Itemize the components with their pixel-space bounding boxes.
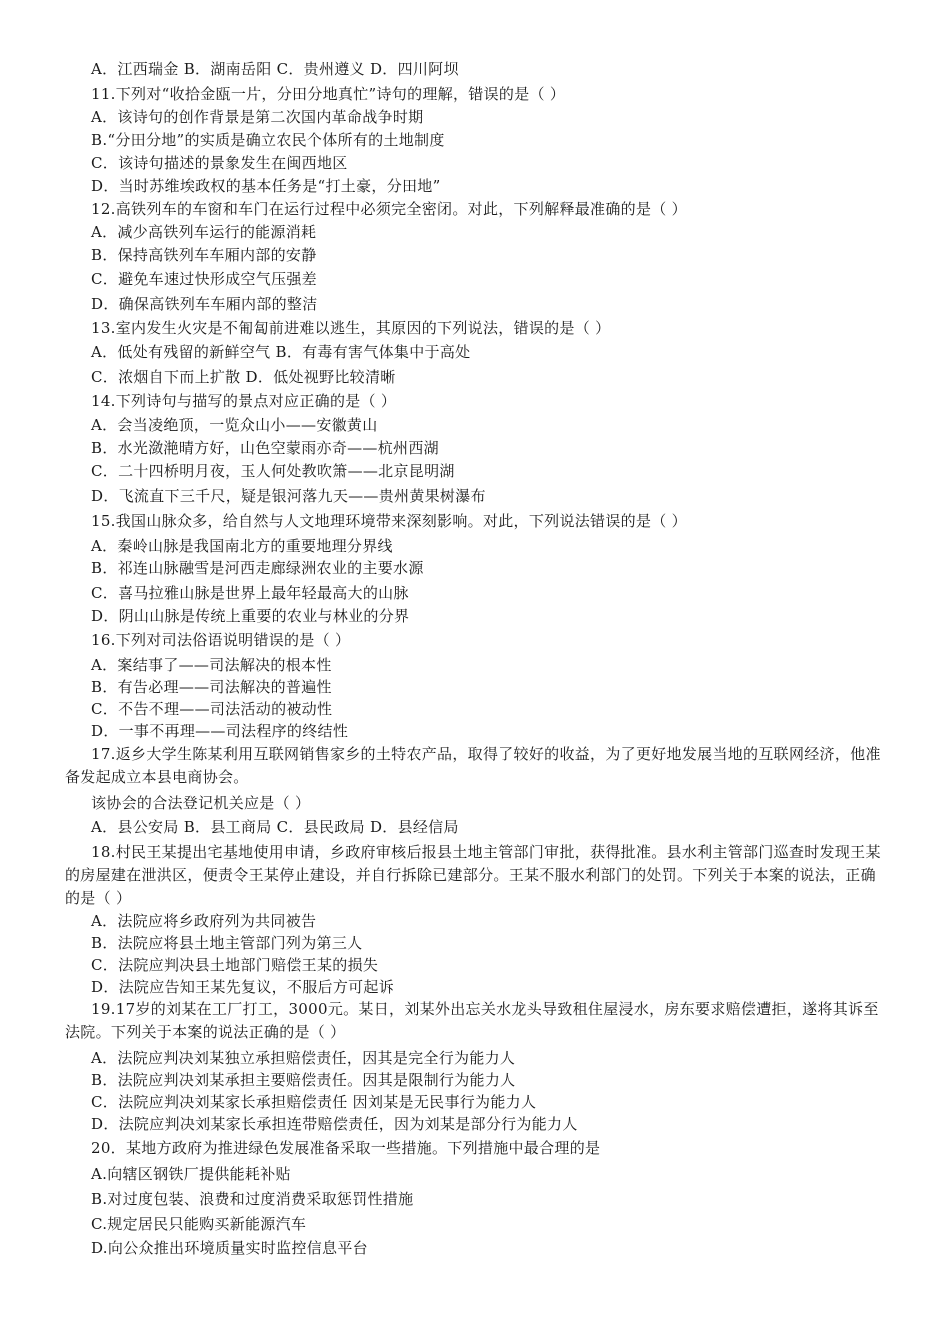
question-20: 20．某地方政府为推进绿色发展准备采取一些措施。下列措施中最合理的是 xyxy=(91,1139,601,1157)
question-12: 12.高铁列车的车窗和车门在运行过程中必须完全密闭。对此，下列解释最准确的是（ ） xyxy=(91,200,687,218)
q10-options: A．江西瑞金 B．湖南岳阳 C．贵州遵义 D．四川阿坝 xyxy=(91,60,459,78)
q19-option-b: B．法院应判决刘某承担主要赔偿责任。因其是限制行为能力人 xyxy=(91,1071,516,1089)
q17-subquestion: 该协会的合法登记机关应是（ ） xyxy=(91,794,311,812)
q19-option-c: C．法院应判决刘某家长承担赔偿责任 因刘某是无民事行为能力人 xyxy=(91,1093,537,1111)
q15-option-c: C．喜马拉雅山脉是世界上最年轻最高大的山脉 xyxy=(91,584,409,602)
question-19: 19.17岁的刘某在工厂打工，3000元。某日，刘某外出忘关水龙头导致租住屋浸水，房东要求赔偿遭拒，遂将其诉至法院。下列关于本案的说法正确的是（ ） xyxy=(65,1000,879,1041)
q18-option-a: A．法院应将乡政府列为共同被告 xyxy=(91,912,317,930)
q11-option-c: C．该诗句描述的景象发生在闽西地区 xyxy=(91,154,348,172)
q20-option-b: B.对过度包装、浪费和过度消费采取惩罚性措施 xyxy=(91,1190,414,1208)
q12-option-d: D．确保高铁列车车厢内部的整洁 xyxy=(91,295,318,313)
q18-option-b: B．法院应将县土地主管部门列为第三人 xyxy=(91,934,363,952)
q12-option-a: A．减少高铁列车运行的能源消耗 xyxy=(91,223,317,241)
q14-option-d: D．飞流直下三千尺，疑是银河落九天——贵州黄果树瀑布 xyxy=(91,487,486,505)
q14-option-b: B．水光潋滟晴方好，山色空蒙雨亦奇——杭州西湖 xyxy=(91,439,439,457)
q15-option-a: A．秦岭山脉是我国南北方的重要地理分界线 xyxy=(91,537,393,555)
q17-options: A．县公安局 B．县工商局 C．县民政局 D．县经信局 xyxy=(91,818,459,836)
q16-option-d: D．一事不再理——司法程序的终结性 xyxy=(91,722,349,740)
q14-option-c: C．二十四桥明月夜，玉人何处教吹箫——北京昆明湖 xyxy=(91,462,455,480)
q20-option-d: D.向公众推出环境质量实时监控信息平台 xyxy=(91,1239,368,1257)
q16-option-c: C．不告不理——司法活动的被动性 xyxy=(91,700,333,718)
q14-option-a: A．会当凌绝顶，一览众山小——安徽黄山 xyxy=(91,416,378,434)
q20-option-a: A.向辖区钢铁厂提供能耗补贴 xyxy=(91,1165,291,1183)
question-18: 18.村民王某提出宅基地使用申请，乡政府审核后报县土地主管部门审批，获得批准。县水利主管部门巡查时发现王某的房屋建在泄洪区，便责令王某停止建设，并自行拆除已建部分。王某不服水利部门的处罚。下列关于本案的说法，正确的是（ ） xyxy=(65,843,881,907)
q11-option-d: D．当时苏维埃政权的基本任务是“打土豪，分田地” xyxy=(91,177,441,195)
q13-options-cd: C．浓烟自下而上扩散 D．低处视野比较清晰 xyxy=(91,368,396,386)
q12-option-c: C．避免车速过快形成空气压强差 xyxy=(91,270,317,288)
question-13: 13.室内发生火灾是不匍匐前进难以逃生，其原因的下列说法，错误的是（ ） xyxy=(91,319,611,337)
q16-option-b: B．有告必理——司法解决的普遍性 xyxy=(91,678,332,696)
q16-option-a: A．案结事了——司法解决的根本性 xyxy=(91,656,332,674)
question-17: 17.返乡大学生陈某利用互联网销售家乡的土特农产品，取得了较好的收益，为了更好地发展当地的互联网经济，他准备发起成立本县电商协会。 xyxy=(65,745,881,786)
q15-option-d: D．阴山山脉是传统上重要的农业与林业的分界 xyxy=(91,607,410,625)
question-15: 15.我国山脉众多，给自然与人文地理环境带来深刻影响。对此，下列说法错误的是（ ） xyxy=(91,512,687,530)
q19-option-a: A．法院应判决刘某独立承担赔偿责任，因其是完全行为能力人 xyxy=(91,1049,516,1067)
q18-option-c: C．法院应判决县土地部门赔偿王某的损失 xyxy=(91,956,379,974)
question-16: 16.下列对司法俗语说明错误的是（ ） xyxy=(91,631,351,649)
question-14: 14.下列诗句与描写的景点对应正确的是（ ） xyxy=(91,392,397,410)
q18-option-d: D．法院应告知王某先复议，不服后方可起诉 xyxy=(91,978,395,996)
q19-option-d: D．法院应判决刘某家长承担连带赔偿责任，因为刘某是部分行为能力人 xyxy=(91,1115,578,1133)
q13-options-ab: A．低处有残留的新鲜空气 B．有毒有害气体集中于高处 xyxy=(91,343,471,361)
q12-option-b: B．保持高铁列车车厢内部的安静 xyxy=(91,246,317,264)
q11-option-a: A．该诗句的创作背景是第二次国内革命战争时期 xyxy=(91,108,424,126)
question-11: 11.下列对“收拾金瓯一片，分田分地真忙”诗句的理解，错误的是（ ） xyxy=(91,85,566,103)
q11-option-b: B.“分田分地”的实质是确立农民个体所有的土地制度 xyxy=(91,131,445,149)
q15-option-b: B．祁连山脉融雪是河西走廊绿洲农业的主要水源 xyxy=(91,559,424,577)
q20-option-c: C.规定居民只能购买新能源汽车 xyxy=(91,1215,307,1233)
